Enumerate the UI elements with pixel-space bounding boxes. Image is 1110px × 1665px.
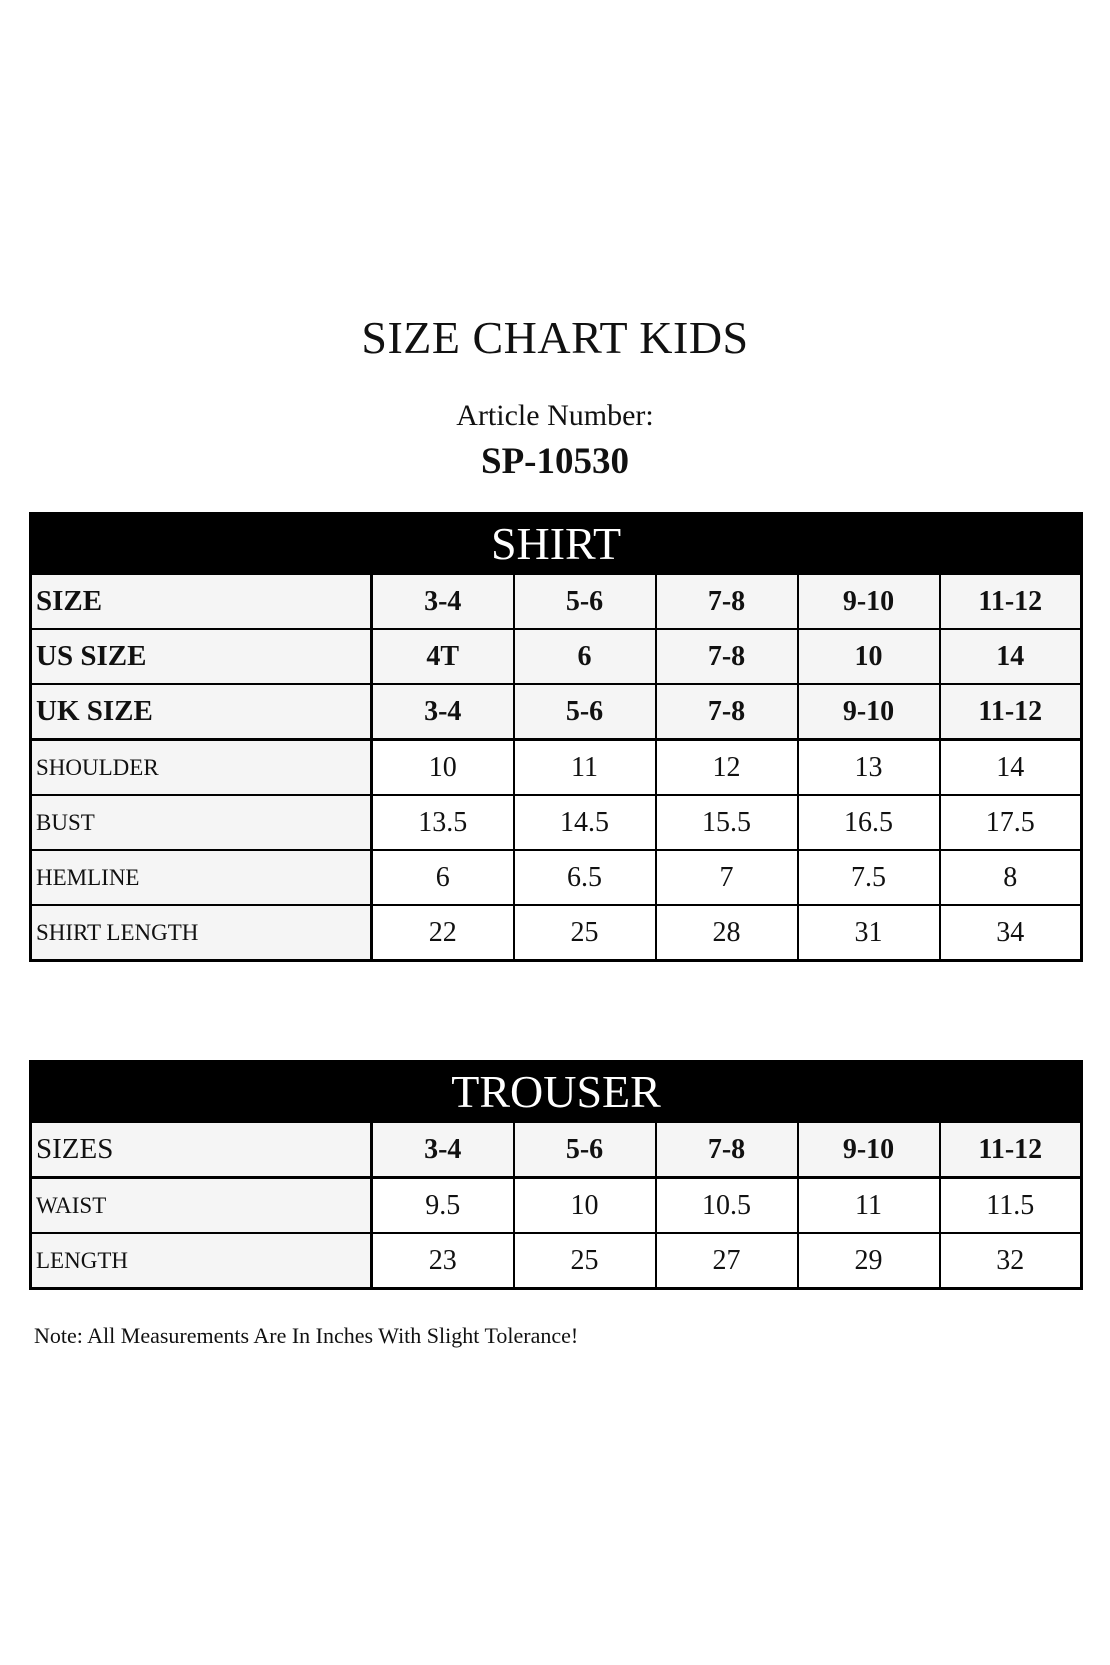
table-row [31, 684, 1082, 740]
table-cell: 9-10 [798, 1122, 940, 1178]
article-number-label: Article Number: [456, 399, 654, 432]
table-cell: 5-6 [514, 1122, 656, 1178]
trouser-section-header: TROUSER [31, 1062, 1082, 1123]
table-cell: 29 [798, 1233, 940, 1289]
table-cell: 7-8 [656, 629, 798, 684]
shirt-size-table [29, 512, 1083, 962]
table-cell: 6.5 [514, 850, 656, 905]
table-cell: 16.5 [798, 795, 940, 850]
table-cell: 7-8 [656, 684, 798, 740]
table-cell: 7-8 [656, 574, 798, 629]
table-row [31, 629, 1082, 684]
table-cell: 5-6 [514, 574, 656, 629]
shirt-section-header: SHIRT [31, 514, 1082, 575]
table-cell: 10 [798, 629, 940, 684]
table-cell: 27 [656, 1233, 798, 1289]
row-label: SHIRT LENGTH [31, 905, 372, 961]
table-cell: 8 [940, 850, 1082, 905]
table-cell: 5-6 [514, 684, 656, 740]
table-cell: 11-12 [940, 684, 1082, 740]
table-cell: 3-4 [372, 1122, 514, 1178]
table-cell: 11.5 [940, 1178, 1082, 1234]
table-cell: 9-10 [798, 574, 940, 629]
table-cell: 3-4 [372, 684, 514, 740]
table-cell: 10.5 [656, 1178, 798, 1234]
table-cell: 13.5 [372, 795, 514, 850]
table-cell: 11-12 [940, 574, 1082, 629]
table-cell: 10 [372, 740, 514, 796]
table-cell: 11-12 [940, 1122, 1082, 1178]
table-cell: 22 [372, 905, 514, 961]
table-cell: 17.5 [940, 795, 1082, 850]
table-cell: 14 [940, 740, 1082, 796]
table-row [31, 1122, 1082, 1178]
row-label: BUST [31, 795, 372, 850]
row-label: SIZE [31, 574, 372, 629]
table-cell: 34 [940, 905, 1082, 961]
row-label: UK SIZE [31, 684, 372, 740]
row-label: SIZES [31, 1122, 372, 1178]
table-cell: 28 [656, 905, 798, 961]
row-label: HEMLINE [31, 850, 372, 905]
measurement-note: Note: All Measurements Are In Inches With Slight Tolerance! [34, 1323, 579, 1348]
table-cell: 15.5 [656, 795, 798, 850]
table-row [31, 1178, 1082, 1234]
table-row [31, 740, 1082, 796]
trouser-size-table [29, 1060, 1083, 1290]
table-row [31, 850, 1082, 905]
table-cell: 23 [372, 1233, 514, 1289]
table-cell: 7-8 [656, 1122, 798, 1178]
table-cell: 12 [656, 740, 798, 796]
row-label: SHOULDER [31, 740, 372, 796]
table-cell: 25 [514, 905, 656, 961]
table-cell: 25 [514, 1233, 656, 1289]
table-cell: 7 [656, 850, 798, 905]
table-row [31, 905, 1082, 961]
table-cell: 4T [372, 629, 514, 684]
table-cell: 6 [514, 629, 656, 684]
table-cell: 9-10 [798, 684, 940, 740]
table-cell: 32 [940, 1233, 1082, 1289]
table-cell: 31 [798, 905, 940, 961]
row-label: WAIST [31, 1178, 372, 1234]
table-cell: 6 [372, 850, 514, 905]
table-cell: 13 [798, 740, 940, 796]
table-row [31, 574, 1082, 629]
table-cell: 9.5 [372, 1178, 514, 1234]
row-label: LENGTH [31, 1233, 372, 1289]
table-cell: 7.5 [798, 850, 940, 905]
table-cell: 14.5 [514, 795, 656, 850]
page-title: SIZE CHART KIDS [361, 312, 749, 363]
table-cell: 3-4 [372, 574, 514, 629]
table-cell: 14 [940, 629, 1082, 684]
table-cell: 11 [798, 1178, 940, 1234]
table-row [31, 1233, 1082, 1289]
table-row [31, 795, 1082, 850]
article-number-value: SP-10530 [481, 441, 629, 482]
table-cell: 10 [514, 1178, 656, 1234]
row-label: US SIZE [31, 629, 372, 684]
table-cell: 11 [514, 740, 656, 796]
